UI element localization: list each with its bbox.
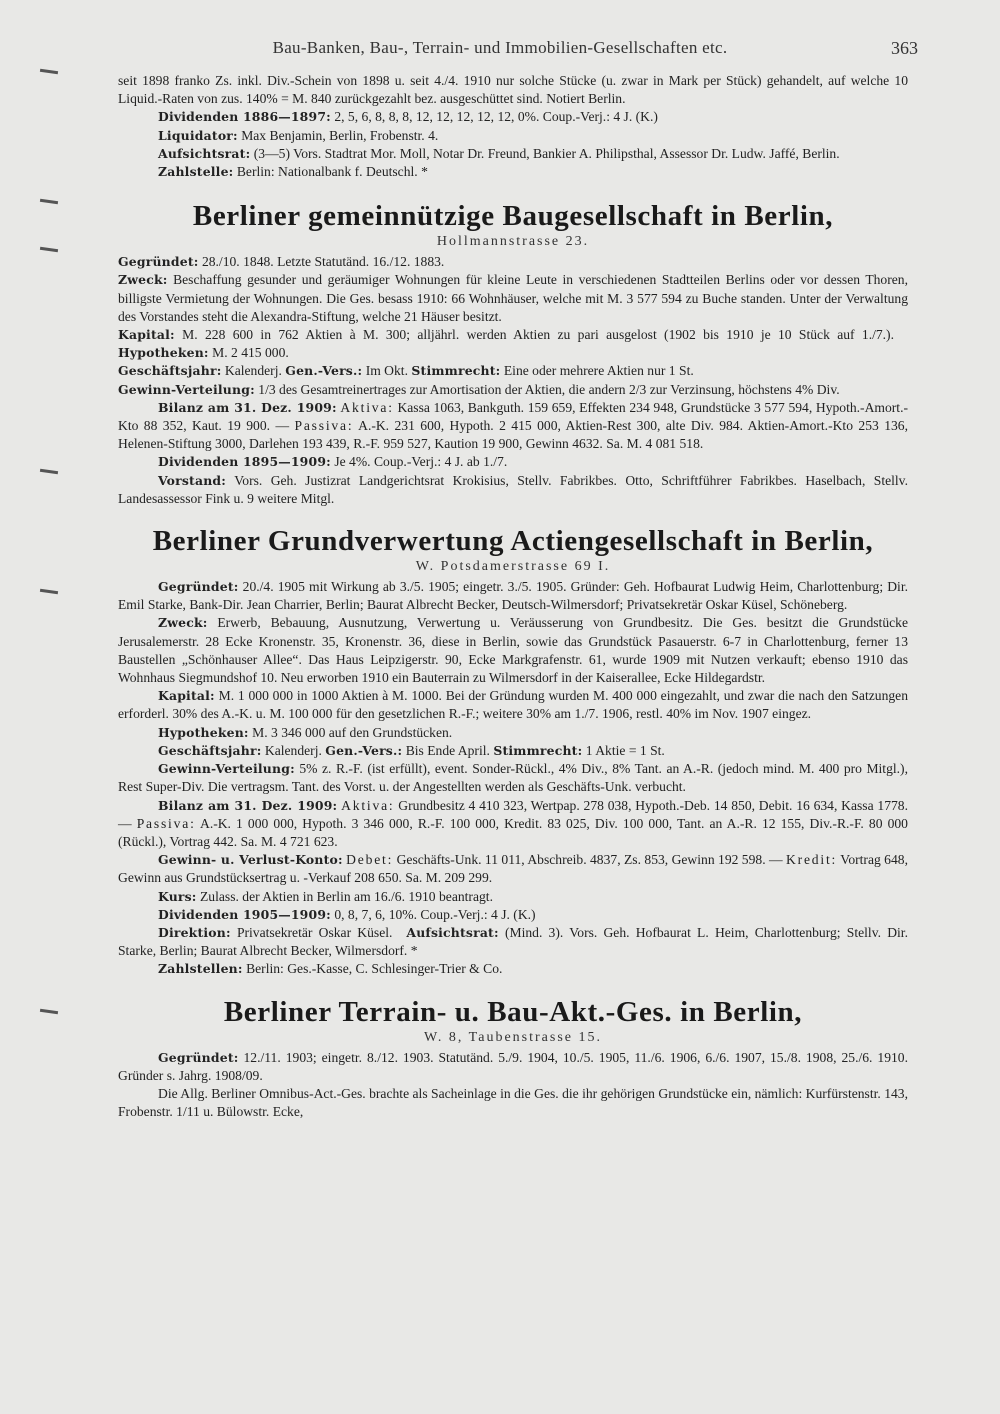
gegruendet-text: 20./4. 1905 mit Wirkung ab 3./5. 1905; eingetr. 3./5. 1905. Gründer: Geh. Hofbaurat Ludwig Heim, Charlottenburg; Dir. Emil Starke, Bank-Dir. Jean Charrier, Berlin; Baurat Albrecht Becker, Deutsch-Wilmersdorf; Privatsekretär Oskar Küsel, Schöneberg. bbox=[118, 579, 908, 613]
gewinn-verteilung-entry bbox=[118, 760, 908, 796]
geschaeftsjahr-entry bbox=[118, 742, 908, 760]
kurs-text: Zulass. der Aktien in Berlin am 16./6. 1910 beantragt. bbox=[200, 888, 493, 904]
zahlstelle-entry bbox=[118, 163, 908, 181]
passiva-label: Passiva: bbox=[136, 815, 196, 831]
hypotheken-text: M. 2 415 000. bbox=[212, 345, 289, 361]
hypotheken-label: Hypotheken: bbox=[158, 724, 249, 740]
gegruendet-text: 12./11. 1903; eingetr. 8./12. 1903. Statutänd. 5./9. 1904, 10./5. 1905, 11./6. 1906, 6./6. 1907, 15./8. 1908, 25./6. 1910. Gründer s. Jahrg. 1908/09. bbox=[118, 1049, 908, 1083]
margin-mark bbox=[40, 247, 58, 252]
dividenden-text: 2, 5, 6, 8, 8, 8, 12, 12, 12, 12, 12, 0%. Coup.-Verj.: 4 J. (K.) bbox=[334, 109, 658, 125]
continuation-text: seit 1898 franko Zs. inkl. Div.-Schein von 1898 u. seit 4./4. 1910 nur solche Stücke (u. zwar in Mark per Stück) gehandelt, auf welche 10 Liquid.-Raten von zus. 140% = M. 840 zurückgezahlt bez. ausgeschüttet sind. Notiert Berlin. bbox=[118, 73, 908, 107]
stimmrecht-label: Stimmrecht: bbox=[493, 742, 583, 758]
guv-entry bbox=[118, 851, 908, 887]
margin-mark bbox=[40, 589, 58, 594]
page-number: 363 bbox=[891, 38, 918, 58]
gewinn-verteilung-label: Gewinn-Verteilung: bbox=[158, 761, 295, 777]
bilanz-label: Bilanz am 31. Dez. 1909: bbox=[158, 399, 337, 415]
bilanz-entry bbox=[118, 797, 908, 852]
margin-mark bbox=[40, 1009, 58, 1014]
gegruendet-label: Gegründet: bbox=[158, 1049, 239, 1065]
zahlstelle-label: Zahlstelle: bbox=[158, 164, 234, 180]
zahlstellen-label: Zahlstellen: bbox=[158, 961, 243, 977]
genvers-label: Gen.-Vers.: bbox=[285, 363, 363, 379]
running-title: Bau-Banken, Bau-, Terrain- und Immobilien-Gesellschaften etc. bbox=[272, 38, 728, 57]
kapital-text: M. 228 600 in 762 Aktien à M. 300; alljährl. werden Aktien zu pari ausgelost (1902 bis 1910 je 10 Stück auf 1./7.). bbox=[182, 327, 894, 343]
kredit-text: Vortrag 648, Gewinn aus Grundstücksertrag u. -Verkauf 208 650. Sa. M. 209 299. bbox=[118, 852, 908, 886]
zahlstellen-entry bbox=[118, 960, 908, 978]
kurs-entry bbox=[118, 888, 908, 906]
geschaeftsjahr-text: Kalenderj. bbox=[224, 363, 282, 379]
dividenden-label: Dividenden 1886—1897: bbox=[158, 109, 331, 125]
aktiva-text: Grundbesitz 4 410 323, Wertpap. 278 038, Hypoth.-Deb. 14 850, Debit. 16 634, Kassa 1778. — bbox=[118, 797, 909, 831]
dividenden-text: Je 4%. Coup.-Verj.: 4 J. ab 1./7. bbox=[334, 454, 508, 470]
debet-text: Geschäfts-Unk. 11 011, Abschreib. 4837, Zs. 853, Gewinn 192 598. — bbox=[396, 852, 783, 868]
gewinn-verteilung-text: 5% z. R.-F. (ist erfüllt), event. Sonder-Rückl., 4% Div., 8% Tant. an A.-R. (jedoch mind. M. 400 pro Mitgl.), Rest Super-Div. Die vertragsm. Tant. des Vorst. u. der Angestellten werden als Geschäfts-Unk. verbucht. bbox=[118, 761, 908, 795]
zweck-entry bbox=[118, 271, 908, 326]
gegruendet-entry bbox=[118, 253, 908, 271]
body-text: Die Allg. Berliner Omnibus-Act.-Ges. brachte als Sacheinlage in die Ges. die ihr gehörigen Grundstücke ein, nämlich: Kurfürstenstr. 143, Frobenstr. 1/11 u. Bülowstr. Ecke, bbox=[118, 1085, 908, 1120]
gegruendet-entry bbox=[118, 578, 908, 614]
genvers-label: Gen.-Vers.: bbox=[325, 742, 403, 758]
hypotheken-entry bbox=[118, 724, 908, 742]
hypotheken-label: Hypotheken: bbox=[118, 345, 209, 361]
bilanz-entry bbox=[118, 399, 908, 454]
margin-mark bbox=[40, 69, 58, 74]
aktiva-label: Aktiva: bbox=[341, 797, 395, 813]
dividenden-label: Dividenden 1905—1909: bbox=[158, 906, 331, 922]
kapital-label: Kapital: bbox=[158, 688, 215, 704]
kapital-label: Kapital: bbox=[118, 327, 175, 343]
company-title: Berliner gemeinnützige Baugesellschaft in Berlin, bbox=[192, 200, 834, 233]
company-title: Berliner Terrain- u. Bau-Akt.-Ges. in Berlin, bbox=[223, 995, 803, 1028]
gewinn-verteilung-entry bbox=[118, 381, 908, 399]
kurs-label: Kurs: bbox=[158, 888, 197, 904]
dividenden-entry bbox=[118, 453, 908, 471]
stimmrecht-text: Eine oder mehrere Aktien nur 1 St. bbox=[503, 363, 694, 379]
geschaeftsjahr-label: Geschäftsjahr: bbox=[118, 363, 222, 379]
genvers-text: Im Okt. bbox=[365, 363, 408, 379]
aufsichtsrat-label: Aufsichtsrat: bbox=[406, 924, 499, 940]
vorstand-entry bbox=[118, 472, 908, 508]
gewinn-verteilung-label: Gewinn-Verteilung: bbox=[118, 381, 255, 397]
company-address: W. Potsdamerstrasse 69 I. bbox=[415, 559, 611, 575]
gewinn-verteilung-text: 1/3 des Gesamtreinertrages zur Amortisation der Aktien, die andern 2/3 zur Verzinsung, höchstens 4% Div. bbox=[258, 381, 840, 397]
gegruendet-entry bbox=[118, 1049, 908, 1085]
guv-label: Gewinn- u. Verlust-Konto: bbox=[158, 852, 343, 868]
aufsichtsrat-label: Aufsichtsrat: bbox=[158, 145, 251, 161]
passiva-text: A.-K. 231 600, Hypoth. 2 415 000, Aktien-Rest 300, alte Div. 984. Aktien-Amort.-Kto 253 136, Helenen-Stiftung 3000, Darlehen 193 439, R.-F. 959 527, Kaution 19 900, Gewinn 4632. Sa. M. 4 081 518. bbox=[118, 418, 909, 452]
bilanz-label: Bilanz am 31. Dez. 1909: bbox=[158, 797, 338, 813]
liquidator-text: Max Benjamin, Berlin, Frobenstr. 4. bbox=[241, 127, 439, 143]
liquidator-entry bbox=[118, 127, 908, 145]
aktiva-text: Kassa 1063, Bankguth. 159 659, Effekten 234 948, Grundstücke 3 577 594, Hypoth.-Amort.-Kto 88 352, Kaut. 19 900. — bbox=[118, 399, 908, 434]
geschaeftsjahr-label: Geschäftsjahr: bbox=[158, 742, 262, 758]
stimmrecht-text: 1 Aktie = 1 St. bbox=[585, 742, 665, 758]
company-title: Berliner Grundverwertung Actiengesellschaft in Berlin, bbox=[152, 525, 874, 558]
zweck-label: Zweck: bbox=[158, 615, 208, 631]
liquidator-label: Liquidator: bbox=[158, 127, 238, 143]
zweck-entry bbox=[118, 614, 908, 687]
stimmrecht-label: Stimmrecht: bbox=[411, 363, 501, 379]
dividenden-entry bbox=[118, 906, 908, 924]
genvers-text: Bis Ende April. bbox=[405, 742, 490, 758]
aufsichtsrat-text: (3—5) Vors. Stadtrat Mor. Moll, Notar Dr. Freund, Bankier A. Philipsthal, Assessor Dr. Ludw. Jaffé, Berlin. bbox=[253, 145, 840, 161]
passiva-label: Passiva: bbox=[294, 418, 354, 434]
margin-mark bbox=[40, 469, 58, 474]
dividenden-entry bbox=[118, 108, 908, 126]
zweck-text: Beschaffung gesunder und geräumiger Wohnungen für kleine Leute in verschiedenen Stadtteilen Berlins oder vor dessen Thoren, billigste Vermietung der Wohnungen. Die Ges. besass 1910: 66 Wohnhäuser, welche mit M. 3 577 594 zu Buche standen. Unter der Verwaltung des Vorstandes steht die Alexandra-Stiftung, welche 21 Häuser besitzt. bbox=[118, 272, 908, 324]
zweck-label: Zweck: bbox=[118, 272, 168, 288]
direktion-text: Privatsekretär Oskar Küsel. bbox=[236, 924, 393, 940]
zahlstellen-text: Berlin: Ges.-Kasse, C. Schlesinger-Trier & Co. bbox=[246, 961, 503, 977]
kapital-entry bbox=[118, 687, 908, 723]
margin-mark bbox=[40, 199, 58, 204]
debet-label: Debet: bbox=[346, 852, 394, 868]
kapital-text: M. 1 000 000 in 1000 Aktien à M. 1000. Bei der Gründung wurden M. 400 000 eingezahlt, und zwar die nach den Satzungen erforderl. 30% des A.-K. u. M. 100 000 für den gesetzlichen R.-F.; weitere 30% am 1./7. 1906, restl. 40% im Nov. 1907 eingez. bbox=[118, 688, 908, 722]
vorstand-label: Vorstand: bbox=[158, 472, 227, 488]
aktiva-label: Aktiva: bbox=[340, 399, 394, 415]
dividenden-label: Dividenden 1895—1909: bbox=[158, 454, 331, 470]
geschaeftsjahr-entry bbox=[118, 362, 908, 380]
company-address: Hollmannstrasse 23. bbox=[436, 234, 590, 250]
zahlstelle-text: Berlin: Nationalbank f. Deutschl. * bbox=[236, 164, 428, 180]
passiva-text: A.-K. 1 000 000, Hypoth. 3 346 000, R.-F. 100 000, Kredit. 83 025, Div. 100 000, Tant. an A.-R. 12 155, Div.-R.-F. 80 000 (Rückl.), Vortrag 442. Sa. M. 4 721 623. bbox=[118, 815, 908, 849]
kapital-entry bbox=[118, 326, 908, 362]
dividenden-text: 0, 8, 7, 6, 10%. Coup.-Verj.: 4 J. (K.) bbox=[334, 906, 536, 922]
kredit-label: Kredit: bbox=[786, 852, 838, 868]
gegruendet-text: 28./10. 1848. Letzte Statutänd. 16./12. 1883. bbox=[201, 254, 445, 270]
vorstand-text: Vors. Geh. Justizrat Landgerichtsrat Krokisius, Stellv. Fabrikbes. Otto, Schriftführer Fabrikbes. Haselbach, Stellv. Landesassessor Fink u. 9 weitere Mitgl. bbox=[118, 472, 908, 506]
zweck-text: Erwerb, Bebauung, Ausnutzung, Verwertung u. Veräusserung von Grundbesitz. Die Ges. besitzt die Grundstücke Jerusalemerstr. 28 Ecke Kronenstr. 35, Kronenstr. 36, diese in Berlin, sowie das Grundstück Pasauerstr. 6-7 in Charlottenburg, ferner 13 Baustellen „Schönhauser Allee“. Das Haus Leipzigerstr. 90, Ecke Markgrafenstr. 61, wurde 1909 mit Nutzen verkauft; ebenso 1910 das Wohnhaus Siegmundshof 10. Neu erworben 1910 ein Bauterrain zu Wilmersdorf in der Kaiserallee, Ecke Hildegardstr. bbox=[118, 615, 908, 686]
direktion-entry bbox=[118, 924, 908, 960]
hypotheken-text: M. 3 346 000 auf den Grundstücken. bbox=[252, 724, 453, 740]
page-header bbox=[0, 38, 1000, 62]
geschaeftsjahr-text: Kalenderj. bbox=[264, 742, 322, 758]
direktion-label: Direktion: bbox=[158, 924, 231, 940]
aufsichtsrat-entry bbox=[118, 145, 908, 163]
page-content bbox=[118, 72, 908, 1121]
gegruendet-label: Gegründet: bbox=[118, 254, 199, 270]
company-address: W. 8, Taubenstrasse 15. bbox=[423, 1029, 602, 1045]
aufsichtsrat-text: (Mind. 3). Vors. Geh. Hofbaurat L. Heim, Charlottenburg; Stellv. Dir. Starke, Berlin; Baurat Albrecht Becker, Wilmersdorf. * bbox=[118, 924, 908, 959]
gegruendet-label: Gegründet: bbox=[158, 579, 239, 595]
